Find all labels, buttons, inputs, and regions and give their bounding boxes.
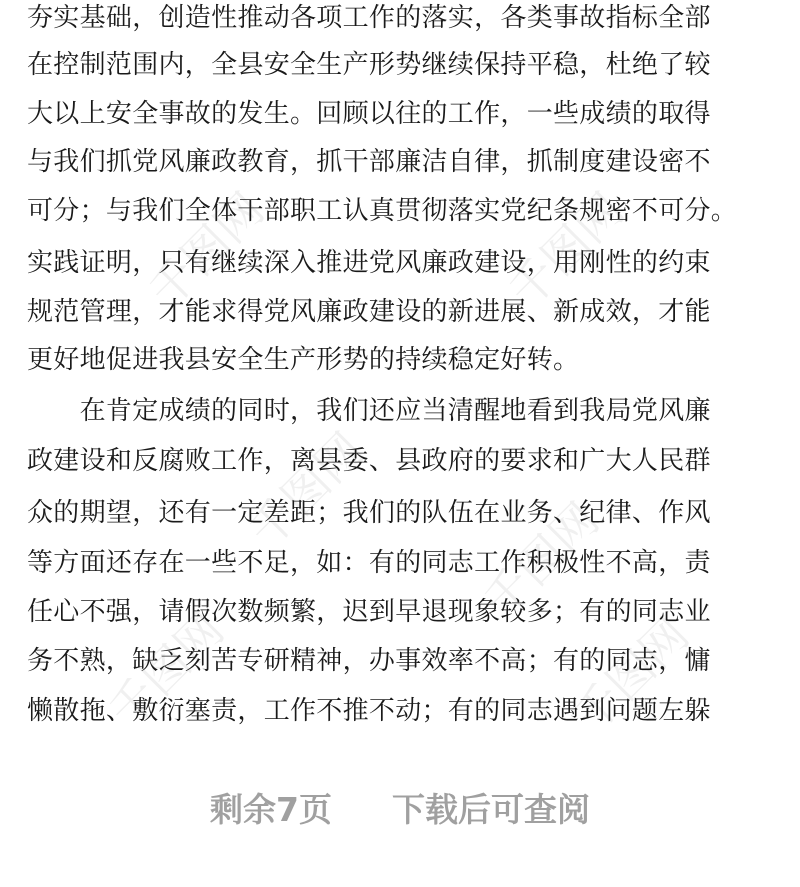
text-line: 政建设和反腐败工作，离县委、县政府的要求和广大人民群 [27,446,711,476]
watermark: 千图网 [238,422,375,559]
watermark: 千图网 [498,182,635,319]
text-line: 在控制范围内，全县安全生产形势继续保持平稳，杜绝了较 [27,50,711,80]
text-line: 大以上安全事故的发生。回顾以往的工作，一些成绩的取得 [27,99,711,129]
text-line: 务不熟，缺乏刻苦专研精神，办事效率不高；有的同志，慵 [27,646,711,676]
download-hint-label: 下载后可查阅 [391,790,590,829]
download-prompt[interactable] [0,784,800,831]
watermark: 千图网 [563,607,700,744]
text-line: 规范管理，才能求得党风廉政建设的新进展、新成效，才能 [27,297,711,327]
text-line: 众的期望，还有一定差距；我们的队伍在业务、纪律、作风 [27,498,711,528]
remaining-pages-label: 剩余7页 [210,790,332,829]
text-line: 夯实基础，创造性推动各项工作的落实，各类事故指标全部 [27,3,711,33]
text-line: 懒散拖、敷衍塞责，工作不推不动；有的同志遇到问题左躲 [27,696,711,726]
text-line: 可分；与我们全体干部职工认真贯彻落实党纪条规密不可分。 [27,196,738,226]
text-line: 实践证明，只有继续深入推进党风廉政建设，用刚性的约束 [27,248,711,278]
text-line: 在肯定成绩的同时，我们还应当清醒地看到我局党风廉 [27,396,711,426]
text-line: 任心不强，请假次数频繁，迟到早退现象较多；有的同志业 [27,597,711,627]
text-line: 等方面还存在一些不足，如：有的同志工作积极性不高，责 [27,548,711,578]
text-line: 与我们抓党风廉政教育，抓干部廉洁自律，抓制度建设密不 [27,147,711,177]
text-line: 更好地促进我县安全生产形势的持续稳定好转。 [27,345,580,375]
watermark: 千图网 [98,602,235,739]
watermark: 千图网 [473,492,610,629]
watermark: 千图网 [138,182,275,319]
